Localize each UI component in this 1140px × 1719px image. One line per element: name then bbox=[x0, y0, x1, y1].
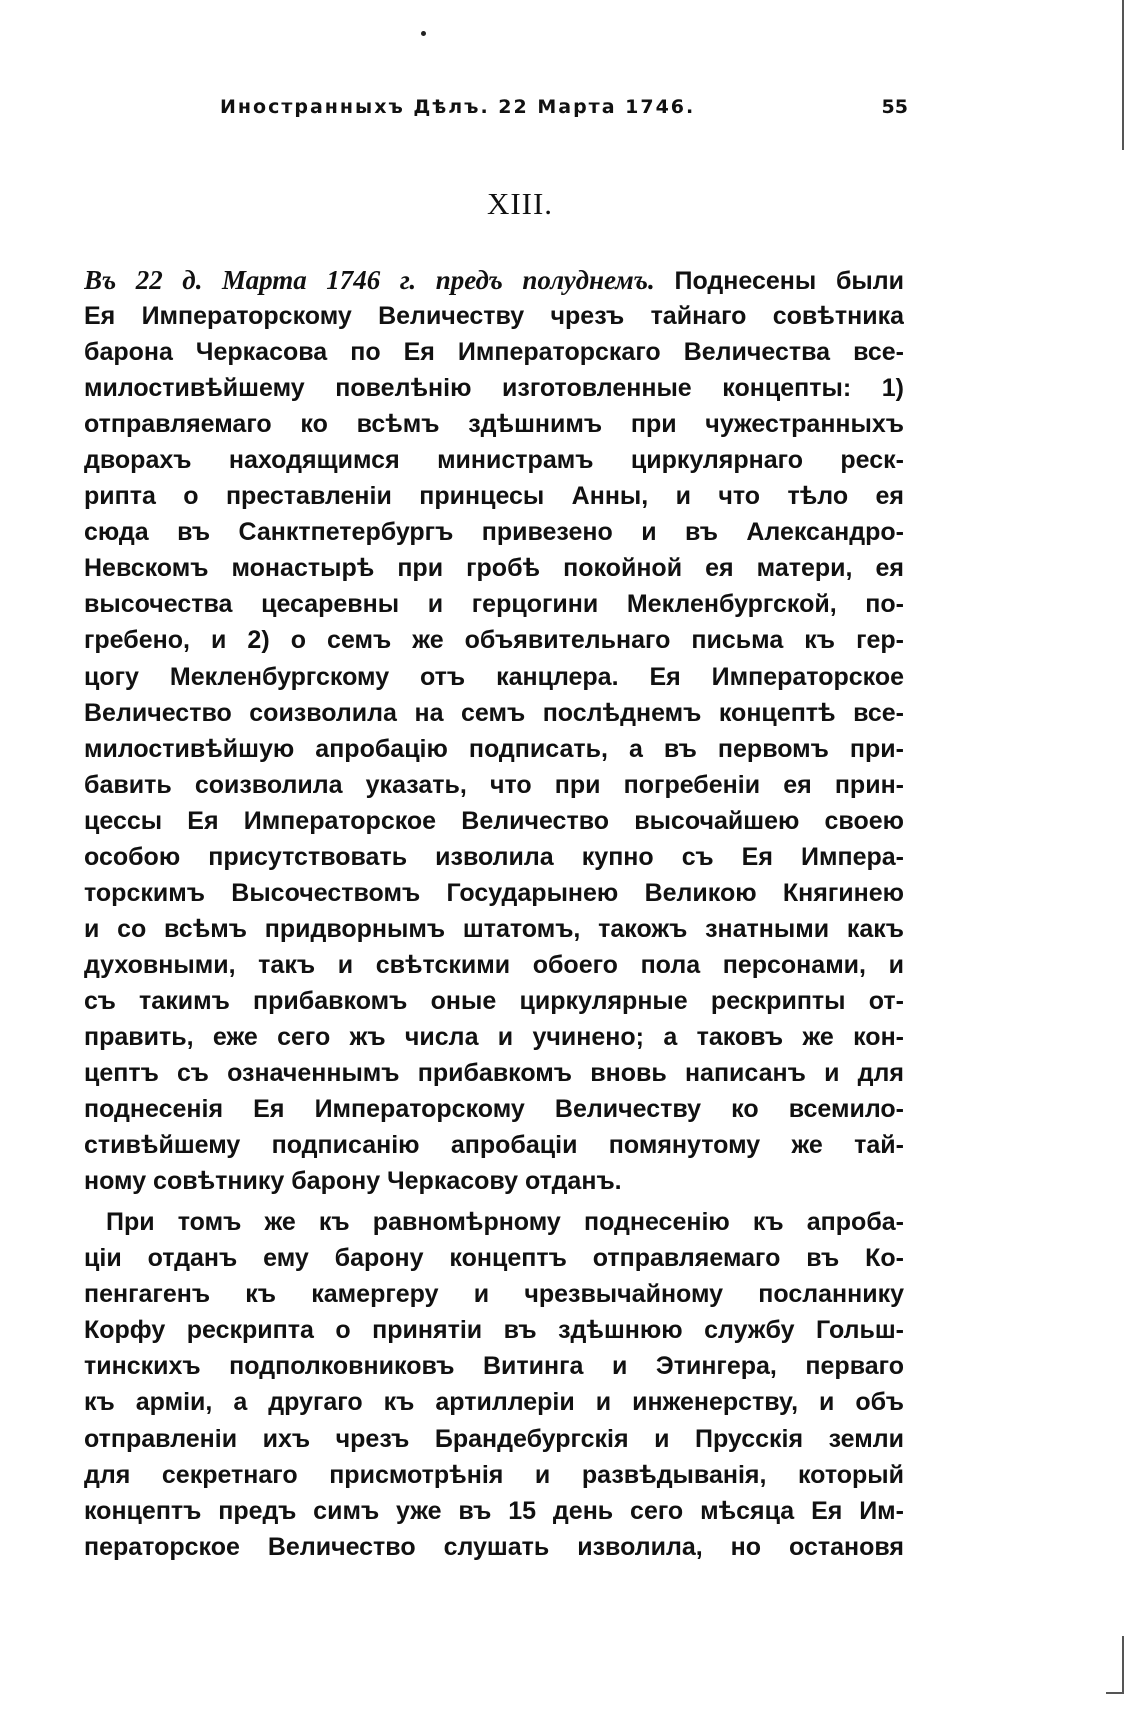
paragraph-line: Ея Императорскому Величеству чрезъ тайнаго совѣтника bbox=[84, 302, 904, 331]
paragraph-line: дворахъ находящимся министрамъ циркулярнаго реск- bbox=[84, 446, 904, 475]
paragraph-line: бавить соизволила указать, что при погребеніи ея прин- bbox=[84, 770, 904, 799]
paragraph-line: и со всѣмъ придворнымъ штатомъ, такожъ знатными какъ bbox=[84, 914, 904, 943]
paragraph-line: цессы Ея Императорское Величество высочайшею своею bbox=[84, 806, 904, 835]
paragraph-line: ціи отданъ ему барону концептъ отправляемаго въ Ко- bbox=[84, 1244, 904, 1273]
paragraph-line: гребено, и 2) о семъ же объявительнаго письма къ гер- bbox=[84, 626, 904, 655]
section-number: XIII. bbox=[486, 186, 554, 221]
paragraph-line: Корфу рескрипта о принятіи въ здѣшнюю службу Гольш- bbox=[84, 1316, 904, 1345]
paragraph-line: милостивѣйшую апробацію подписать, а въ первомъ при- bbox=[84, 734, 904, 763]
paragraph-line: тинскихъ подполковниковъ Витинга и Этингера, перваго bbox=[84, 1352, 904, 1381]
paragraph-line: особою присутствовать изволила купно съ Ея Импера- bbox=[84, 842, 904, 871]
paragraph-line: отправляемаго ко всѣмъ здѣшнимъ при чужестранныхъ bbox=[84, 410, 904, 439]
page-header bbox=[220, 96, 908, 126]
page-edge-line bbox=[1122, 0, 1124, 150]
paragraph-line: рипта о преставленіи принцесы Анны, и что тѣло ея bbox=[84, 482, 904, 511]
date-heading: Въ 22 д. Марта 1746 г. предъ полуднемъ. bbox=[84, 265, 655, 295]
paragraph-line: Величество соизволила на семъ послѣднемъ концептѣ все- bbox=[84, 698, 904, 727]
paragraph-line: цептъ съ означеннымъ прибавкомъ вновь написанъ и для bbox=[84, 1059, 904, 1088]
paragraph-line: ному совѣтнику барону Черкасову отданъ. bbox=[84, 1167, 622, 1196]
paragraph-line: концептъ предъ симъ уже въ 15 день сего мѣсяца Ея Им- bbox=[84, 1496, 904, 1525]
page-corner-mark bbox=[1122, 1636, 1124, 1694]
paragraph-line: править, еже сего жъ числа и учинено; а таковъ же кон- bbox=[84, 1022, 904, 1051]
paragraph-line: къ арміи, а другаго къ артиллеріи и инженерству, и объ bbox=[84, 1388, 904, 1417]
first-line-text: Поднесены были bbox=[654, 267, 904, 295]
paragraph-line: При томъ же къ равномѣрному поднесенію къ апроба- bbox=[106, 1208, 904, 1237]
paragraph-line: для секретнаго присмотрѣнія и развѣдыванія, который bbox=[84, 1460, 904, 1489]
paragraph-2 bbox=[84, 1204, 904, 1564]
paragraph-line: отправленіи ихъ чрезъ Брандебургскія и Прусскія земли bbox=[84, 1424, 904, 1453]
paragraph-line: ператорское Величество слушать изволила, но остановя bbox=[84, 1532, 904, 1561]
paragraph-line: торскимъ Высочествомъ Государынею Великою Княгинею bbox=[84, 878, 904, 907]
paragraph-line: барона Черкасова по Ея Императорскаго Величества все- bbox=[84, 338, 904, 367]
running-head: Иностранныхъ Дѣлъ. 22 Марта 1746. bbox=[220, 96, 696, 118]
page-corner-mark-base bbox=[1106, 1692, 1124, 1694]
paragraph-line: цогу Мекленбургскому отъ канцлера. Ея Императорское bbox=[84, 662, 904, 691]
paragraph-line: пенгагенъ къ камергеру и чрезвычайному посланнику bbox=[84, 1280, 904, 1309]
paragraph-line bbox=[84, 262, 904, 298]
ink-speck bbox=[421, 31, 426, 36]
body-text bbox=[84, 262, 904, 1565]
paragraph-line: высочества цесаревны и герцогини Мекленбургской, по- bbox=[84, 590, 904, 619]
paragraph-1 bbox=[84, 262, 904, 1199]
paragraph-line: стивѣйшему подписанію апробаціи помянутому же тай- bbox=[84, 1131, 904, 1160]
paragraph-line: съ такимъ прибавкомъ оные циркулярные рескрипты от- bbox=[84, 986, 904, 1015]
paragraph-line: сюда въ Санктпетербургъ привезено и въ Александро- bbox=[84, 518, 904, 547]
paragraph-line: милостивѣйшему повелѣнію изготовленные концепты: 1) bbox=[84, 374, 904, 403]
page-number: 55 bbox=[881, 96, 908, 118]
paragraph-line: поднесенія Ея Императорскому Величеству ко всемило- bbox=[84, 1095, 904, 1124]
paragraph-line: духовными, такъ и свѣтскими обоего пола персонами, и bbox=[84, 950, 904, 979]
paragraph-line: Невскомъ монастырѣ при гробѣ покойной ея матери, ея bbox=[84, 554, 904, 583]
